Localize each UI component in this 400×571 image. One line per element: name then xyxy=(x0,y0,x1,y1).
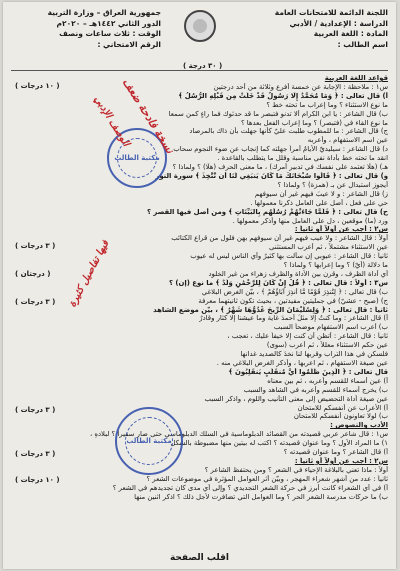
committee-line: اللجنة الدائمة للامتحانات العامة xyxy=(274,8,388,17)
exam-line: س٢ : أجب عن أولاً أو ثانياً : xyxy=(294,225,388,234)
library-stamp-icon: مكتبة الطالب xyxy=(115,407,183,475)
marks-label: ( ٣ درجات ) xyxy=(15,242,56,250)
exam-line: أيجوز استبدال عن بـ (همزة) ؟ ولماذا ؟ xyxy=(277,180,388,189)
exam-line: ما دلالة (أيّ) ؟ وما إعرابها ؟ ولماذا ؟ xyxy=(283,261,388,270)
page-footer: اقلب الصفحة xyxy=(169,553,230,563)
exam-line: عين اسم الاستفهام ، وأعربه xyxy=(307,136,388,145)
exam-line: د) قال الشاعر : سيليديّ الأيامُ أمراً جهلته كما إنجاب عن ضوء النجوم سحاب xyxy=(173,145,388,154)
exam-line: ١) ما المراد الأول ؟ وما عنوان قصيدته ؟ اكتب له بيتين منها مضبوطة بالشكل xyxy=(170,439,388,448)
exam-line: أولاً : ماذا تعني بالبلاغة الإحياء في الشعر ؟ ومن يحتفظ الشاعر ؟ xyxy=(204,465,388,474)
exam-line: أي أداة الظرف ، وقرن بين الأداة والظرف زهراء من غير الخلود xyxy=(208,269,388,278)
exam-line: عين صيغة الاستفهام ، ثم اعربها ، وأذكر الغرض البلاغي منه . xyxy=(216,359,388,367)
handwritten-note: الوصف الإدبي xyxy=(91,94,132,149)
marks-label: ( درجتان ) xyxy=(15,270,51,278)
exam-line: ب) أعرب اسم الاستفهام موضحاً السبب xyxy=(273,323,388,332)
subject-line: المادة : اللغة العربية xyxy=(313,29,388,38)
exam-line: أ) قال الشاعر : وما كنتُ إلا مثلَ أحمدَ غاية وما عيشنا إلا كثار وقادرٌ xyxy=(199,314,388,323)
exam-line: انقد ما تحته خط بأداة نفي مناسبة وقلل ما يتطلب بالقاعدة . xyxy=(217,154,388,163)
exam-line: قواعد اللغة العربية xyxy=(324,74,388,82)
exam-line: أ) عين أسماء للقسم وأعربه ، ثم بين معناه xyxy=(267,376,388,385)
exam-line: ج) قال الشاعر : ما للمطوب طلبت عليّ كأنها جهلت بأن ذاك بالمرصاد xyxy=(189,127,388,136)
exam-content xyxy=(9,74,388,502)
republic-line: جمهورية العراق – وزارة التربية xyxy=(47,8,161,17)
exam-line: عين حكم الاستثناء معللاً ، ثم أعرب (سوى) xyxy=(266,341,388,350)
exam-line: عين صيغة أداة التحضيض إلى معنى التأنيب واللوم ، واذكر السبب xyxy=(204,394,388,403)
exam-line: ح) قال تعالى : ﴿ فَلَمَّا جَاءَتْهُمْ رُسُلُهُم بِالْبَيِّنَاتِ ﴾ ومن أصل فيها القصر ؟ xyxy=(147,207,388,216)
exam-line: عين الاستثناء مشتملاً ، ثم أعرب المستثنى xyxy=(269,243,388,252)
exam-line: فلسكن في هذا التراب وقربها لنا نخدَ كالصديد غدانها xyxy=(240,350,388,359)
exam-line: ثانياً : قال الشاعر : أتظن أن كنت إلا خيفاً عليك ، تعجب ، xyxy=(227,332,388,341)
session-line: الدور الثاني ١٤٤٢هـ – ٢٠٢٠م xyxy=(56,18,161,28)
exam-line: ما نوع الفاء في (فتبصر) ؟ وما إعراب الفعل بعدها ؟ xyxy=(240,118,388,127)
exam-line: أ) قال الشاعر ؟ وما عنوان قصيدته ؟ xyxy=(283,448,388,457)
marks-label: ( ٣٠ درجة ) xyxy=(183,62,223,70)
exam-number-line: الرقم الامتحاني : xyxy=(97,39,161,49)
exam-line: و) قال تعالى : ﴿ قَالُوا سُبْحَانَكَ مَا كَانَ يَنبَغِي لَنَا أَن نَّتَّخِذَ ﴾ سورة النور xyxy=(155,171,388,180)
exam-line: أ) في أي الشعراء كانت أبرز في حركة الشعر التجديدي ؟ وإلى أي مدى كان تجديدهم في الشعر ؟ xyxy=(112,483,388,492)
header-right xyxy=(238,8,388,50)
exam-line: ثانياً : عدد من أشهر شعراء المهجر ، وبيّن أثر العوامل المؤثرة في موضوعات الشعر ؟ xyxy=(146,474,388,483)
exam-line: ب) لولا تعاونون أنفسكم للامتحان xyxy=(293,412,388,421)
exam-line: ج) (صبح - عشيّ) في جمليتين مفيدتين ، بحيث تكون ثانيتهما معرفة xyxy=(198,296,388,305)
exam-line: س٢ : أجب عن أولاً أو ثانياً : xyxy=(294,456,388,465)
header-left xyxy=(11,8,161,50)
exam-line: هـ) (هلّا تعتمد على نفسك في تدبير أمرك) ، ما معنى الحرف (هلّا) ؟ ولماذا ؟ xyxy=(172,163,388,172)
exam-line: ورد (ما) موقعين ، دل على العامل منها وأذكر معمولها . xyxy=(232,216,388,225)
marks-label: ( ٣ درجات ) xyxy=(15,298,56,306)
exam-line: ثانياً : قال الشاعر : عيوبي إن سألت بها كثيرٌ وأي الناس ليس له عيوب xyxy=(190,252,388,261)
exam-line: الأدب والنصوص : xyxy=(330,421,388,430)
exam-line: ب) ما حركات مدرسة الشعر الحر ؟ وما العوامل التي تضافرت لأجل ذلك ؟ اذكر اثنين منها xyxy=(134,492,388,501)
exam-line: ز) قال الشاعر : و لا عيبَ فيهم غير أن سيوفهم xyxy=(254,189,388,198)
exam-line: أولاً : قال الشاعر : ولا عيب فيهم غير أن سيوفهم بهن فلول من قراع الكتائب xyxy=(171,234,388,243)
handwritten-note: نسخة فادحة ضعف xyxy=(119,76,177,156)
exam-line: أ) الأعراب عن أنفسكم للامتحان xyxy=(297,403,388,412)
study-line: الدراسة : الإعدادية / الأدبي xyxy=(289,18,388,28)
marks-label: ( ٣ درجات ) xyxy=(15,450,56,458)
exam-line: أ) قال تعالى : ﴿ وَمَا مُحَمَّدٌ إِلَّا رَسُولٌ قَدْ خَلَتْ مِن قَبْلِهِ الرُّسُلُ ﴾ xyxy=(178,91,388,100)
exam-line: س١ : ملاحظة : الإجابة عن خمسة أفرع وثلاثة من أحد درجتين xyxy=(213,82,388,91)
handwritten-note: فيها تفاصيل كثيرة xyxy=(67,238,112,310)
exam-line: حي على فعل ، أصل على العامل ذكرنا معمولها . xyxy=(250,198,388,207)
exam-line: قال تعالى : ﴿ الَّذِينَ ظَلَمُوا أَيَّ مُنقَلَبٍ يَنقَلِبُونَ ﴾ xyxy=(228,367,388,376)
exam-line: ب) يخرج أسماء للقسم وأعربه في الشاهد والسبب xyxy=(243,385,388,394)
header-divider xyxy=(11,70,388,71)
exam-line: س٣ : أولاً : قال تعالى : ﴿ قُلْ إِنْ كَانَ لِلرَّحْمَٰنِ وَلَدٌ ﴾ ما نوع (إن) ؟ xyxy=(168,278,388,287)
exam-line: س١ : قال شاعر عربي قصيدته من القصائد الدبلوماسية في السلك الدبلوماسي حتى صار سفيراً ؟ لبلادهِ ، xyxy=(89,430,388,439)
marks-label: ( ٣ درجات ) xyxy=(15,406,56,414)
ministry-logo-icon xyxy=(184,10,216,42)
exam-line: ب) قال تعالى : ﴿ لِتُنذِرَ قَوْمًا مَّا أُنذِرَ آبَاؤُهُمْ ﴾ ، بيّن الغرض البلاغي xyxy=(201,287,388,296)
exam-line: ما نوع الاستثناء ؟ وما إعراب ما تحته خط ؟ xyxy=(266,100,388,109)
marks-label: ( ١٠ درجات ) xyxy=(15,476,60,484)
exam-sheet xyxy=(3,2,396,569)
student-name-line: اسم الطالب : xyxy=(337,39,388,49)
library-stamp-icon: مكتبة الطالب xyxy=(107,128,167,188)
exam-line: ثانياً : قال تعالى : ﴿ وَلِسُلَيْمَانَ الرِّيحَ غُدُوُّهَا شَهْرٌ ﴾ ، بيّن موضع الشاهد xyxy=(153,305,388,314)
exam-line: ب) قال الشاعر : يا ابن الكرام ألا تدنو فتبصر ما قد حدثوك فما راءٍ كمن سمعا xyxy=(168,109,388,118)
time-line: الوقت : ثلاث ساعات ونصف xyxy=(59,29,161,38)
marks-label: ( ١٠ درجات ) xyxy=(15,82,60,90)
